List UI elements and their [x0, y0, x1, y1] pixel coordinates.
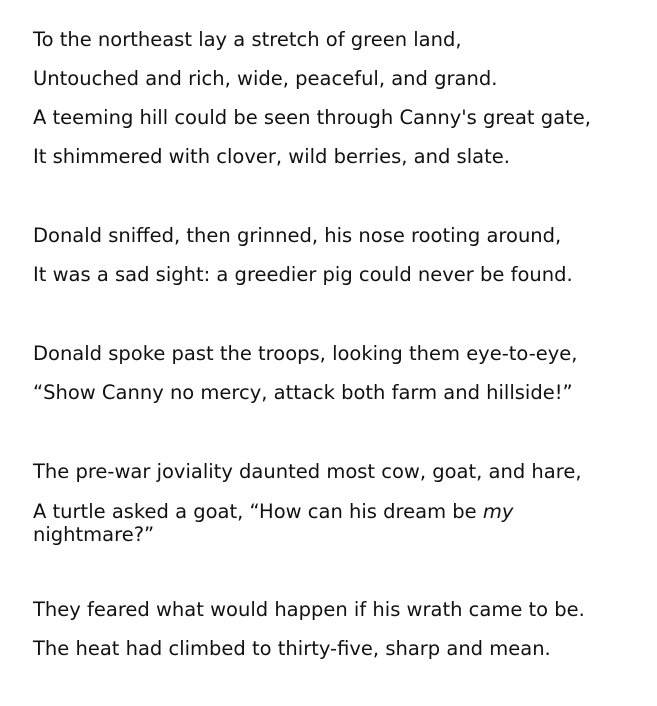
emphasized-word: my — [482, 500, 514, 523]
poem-line: They feared what would happen if his wrath came to be. — [33, 598, 585, 621]
line-text: A turtle asked a goat, “How can his dream be — [33, 500, 483, 523]
poem-line: It shimmered with clover, wild berries, and slate. — [33, 145, 510, 168]
poem-line: It was a sad sight: a greedier pig could never be found. — [33, 263, 573, 286]
poem-line: The pre-war joviality daunted most cow, goat, and hare, — [33, 460, 582, 483]
poem-line: Donald spoke past the troops, looking them eye-to-eye, — [33, 342, 578, 365]
poem-line: To the northeast lay a stretch of green land, — [33, 28, 462, 51]
poem-line: A teeming hill could be seen through Canny's great gate, — [33, 106, 591, 129]
poem-line-with-emphasis — [33, 500, 593, 546]
poem-line: The heat had climbed to thirty-five, sharp and mean. — [33, 637, 551, 660]
line-text: nightmare?” — [33, 523, 155, 546]
poem-line: Donald sniffed, then grinned, his nose rooting around, — [33, 224, 562, 247]
poem-line: “Show Canny no mercy, attack both farm and hillside!” — [33, 381, 573, 404]
poem-line: Untouched and rich, wide, peaceful, and grand. — [33, 67, 498, 90]
poem-page — [33, 27, 633, 662]
